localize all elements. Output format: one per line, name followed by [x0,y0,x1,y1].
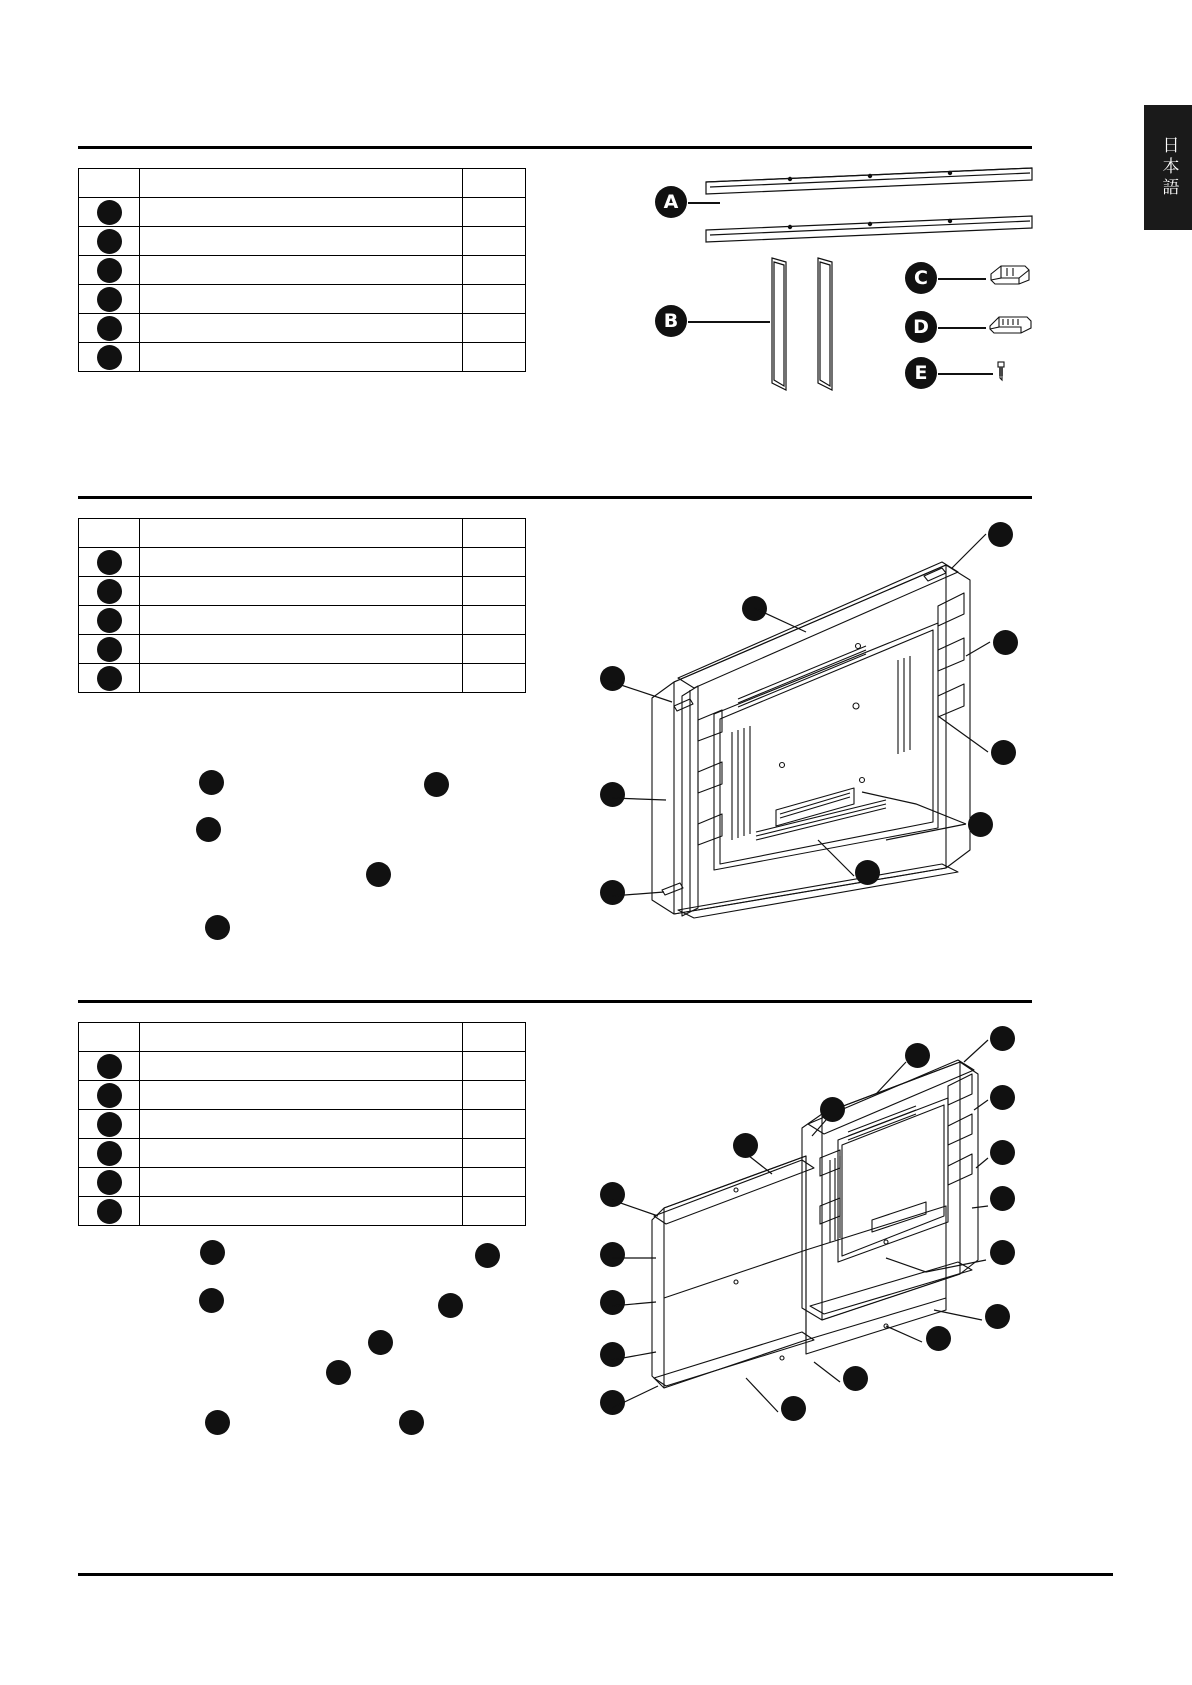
table-row [79,343,526,372]
table-row [79,227,526,256]
row-qty [463,1081,526,1110]
language-tab-label: 日本語 [1158,136,1179,199]
figure-screw-e [990,358,1014,386]
table-header-mark [79,169,140,198]
bullet-icon [97,287,122,312]
row-qty [463,1110,526,1139]
figure-bracket-d [985,308,1035,338]
bullet-icon [97,608,122,633]
step-bullet [368,1330,393,1355]
row-mark [79,577,140,606]
step-bullet [366,862,391,887]
table-header-mark [79,1023,140,1052]
table-row [79,635,526,664]
row-description [140,227,463,256]
figure-bracket-c [985,258,1035,288]
bullet-icon [97,637,122,662]
language-tab [1144,105,1192,230]
callout-letter-a: A [655,186,687,218]
row-description [140,198,463,227]
table-header-qty [463,169,526,198]
row-description [140,1139,463,1168]
callout-leader-b [688,321,770,323]
step-bullet [196,817,221,842]
table-row [79,577,526,606]
step-bullet [424,772,449,797]
row-description [140,314,463,343]
row-description [140,256,463,285]
table-row [79,548,526,577]
row-qty [463,1139,526,1168]
callout-leader-e [938,373,993,375]
row-mark [79,285,140,314]
row-qty [463,548,526,577]
row-mark [79,227,140,256]
table-row [79,1139,526,1168]
row-qty [463,256,526,285]
bullet-icon [97,345,122,370]
step-bullet [205,915,230,940]
bullet-icon [97,579,122,604]
step-bullet [199,770,224,795]
table-row [79,519,526,548]
row-mark [79,664,140,693]
row-mark [79,1168,140,1197]
step-bullet [326,1360,351,1385]
row-description [140,285,463,314]
step-bullet [399,1410,424,1435]
row-mark [79,548,140,577]
table-header-qty [463,1023,526,1052]
bullet-icon [97,1054,122,1079]
table-header-qty [463,519,526,548]
row-description [140,577,463,606]
row-description [140,548,463,577]
row-description [140,606,463,635]
callout-leader-d [938,327,986,329]
callout-leader-a [688,202,720,204]
table-row [79,256,526,285]
table-row [79,1081,526,1110]
row-qty [463,1197,526,1226]
table-header-mark [79,519,140,548]
figure-rail-parts [700,160,1040,260]
table-row [79,1023,526,1052]
figure-leader-lines-3 [586,1010,1036,1440]
table-header-description [140,1023,463,1052]
row-qty [463,198,526,227]
bullet-icon [97,1112,122,1137]
bullet-icon [97,1170,122,1195]
row-description [140,1110,463,1139]
row-description [140,664,463,693]
row-qty [463,314,526,343]
bullet-icon [97,1199,122,1224]
row-mark [79,635,140,664]
callout-letter-c: C [905,262,937,294]
callout-letter-e: E [905,357,937,389]
figure-leader-lines-2 [586,510,1036,935]
row-mark [79,1110,140,1139]
row-qty [463,606,526,635]
row-mark [79,256,140,285]
row-qty [463,1168,526,1197]
bullet-icon [97,1141,122,1166]
table-row [79,664,526,693]
step-bullet [199,1288,224,1313]
row-mark [79,343,140,372]
section-1-divider [78,146,1032,149]
row-mark [79,314,140,343]
bullet-icon [97,200,122,225]
row-description [140,1197,463,1226]
row-qty [463,664,526,693]
bullet-icon [97,666,122,691]
row-qty [463,1052,526,1081]
section-2-divider [78,496,1032,499]
footer-divider [78,1573,1113,1576]
table-header-description [140,169,463,198]
row-mark [79,1052,140,1081]
table-row [79,198,526,227]
figure-side-rails [760,250,870,395]
callout-leader-c [938,278,986,280]
row-description [140,343,463,372]
step-bullet [205,1410,230,1435]
row-qty [463,577,526,606]
callout-letter-b: B [655,305,687,337]
table-row [79,169,526,198]
step-bullet [200,1240,225,1265]
bullet-icon [97,550,122,575]
row-description [140,1168,463,1197]
row-mark [79,198,140,227]
step-bullet [438,1293,463,1318]
parts-table-3 [78,1022,526,1226]
row-description [140,1052,463,1081]
row-mark [79,1139,140,1168]
parts-table-1 [78,168,526,372]
row-qty [463,343,526,372]
row-mark [79,1197,140,1226]
table-row [79,1052,526,1081]
bullet-icon [97,258,122,283]
table-row [79,1110,526,1139]
section-3-divider [78,1000,1032,1003]
table-header-description [140,519,463,548]
parts-table-2 [78,518,526,693]
table-row [79,1168,526,1197]
bullet-icon [97,1083,122,1108]
row-description [140,1081,463,1110]
bullet-icon [97,316,122,341]
row-qty [463,227,526,256]
table-row [79,606,526,635]
bullet-icon [97,229,122,254]
row-mark [79,606,140,635]
row-qty [463,635,526,664]
callout-letter-d: D [905,311,937,343]
step-bullet [475,1243,500,1268]
table-row [79,285,526,314]
row-mark [79,1081,140,1110]
row-qty [463,285,526,314]
row-description [140,635,463,664]
table-row [79,1197,526,1226]
table-row [79,314,526,343]
